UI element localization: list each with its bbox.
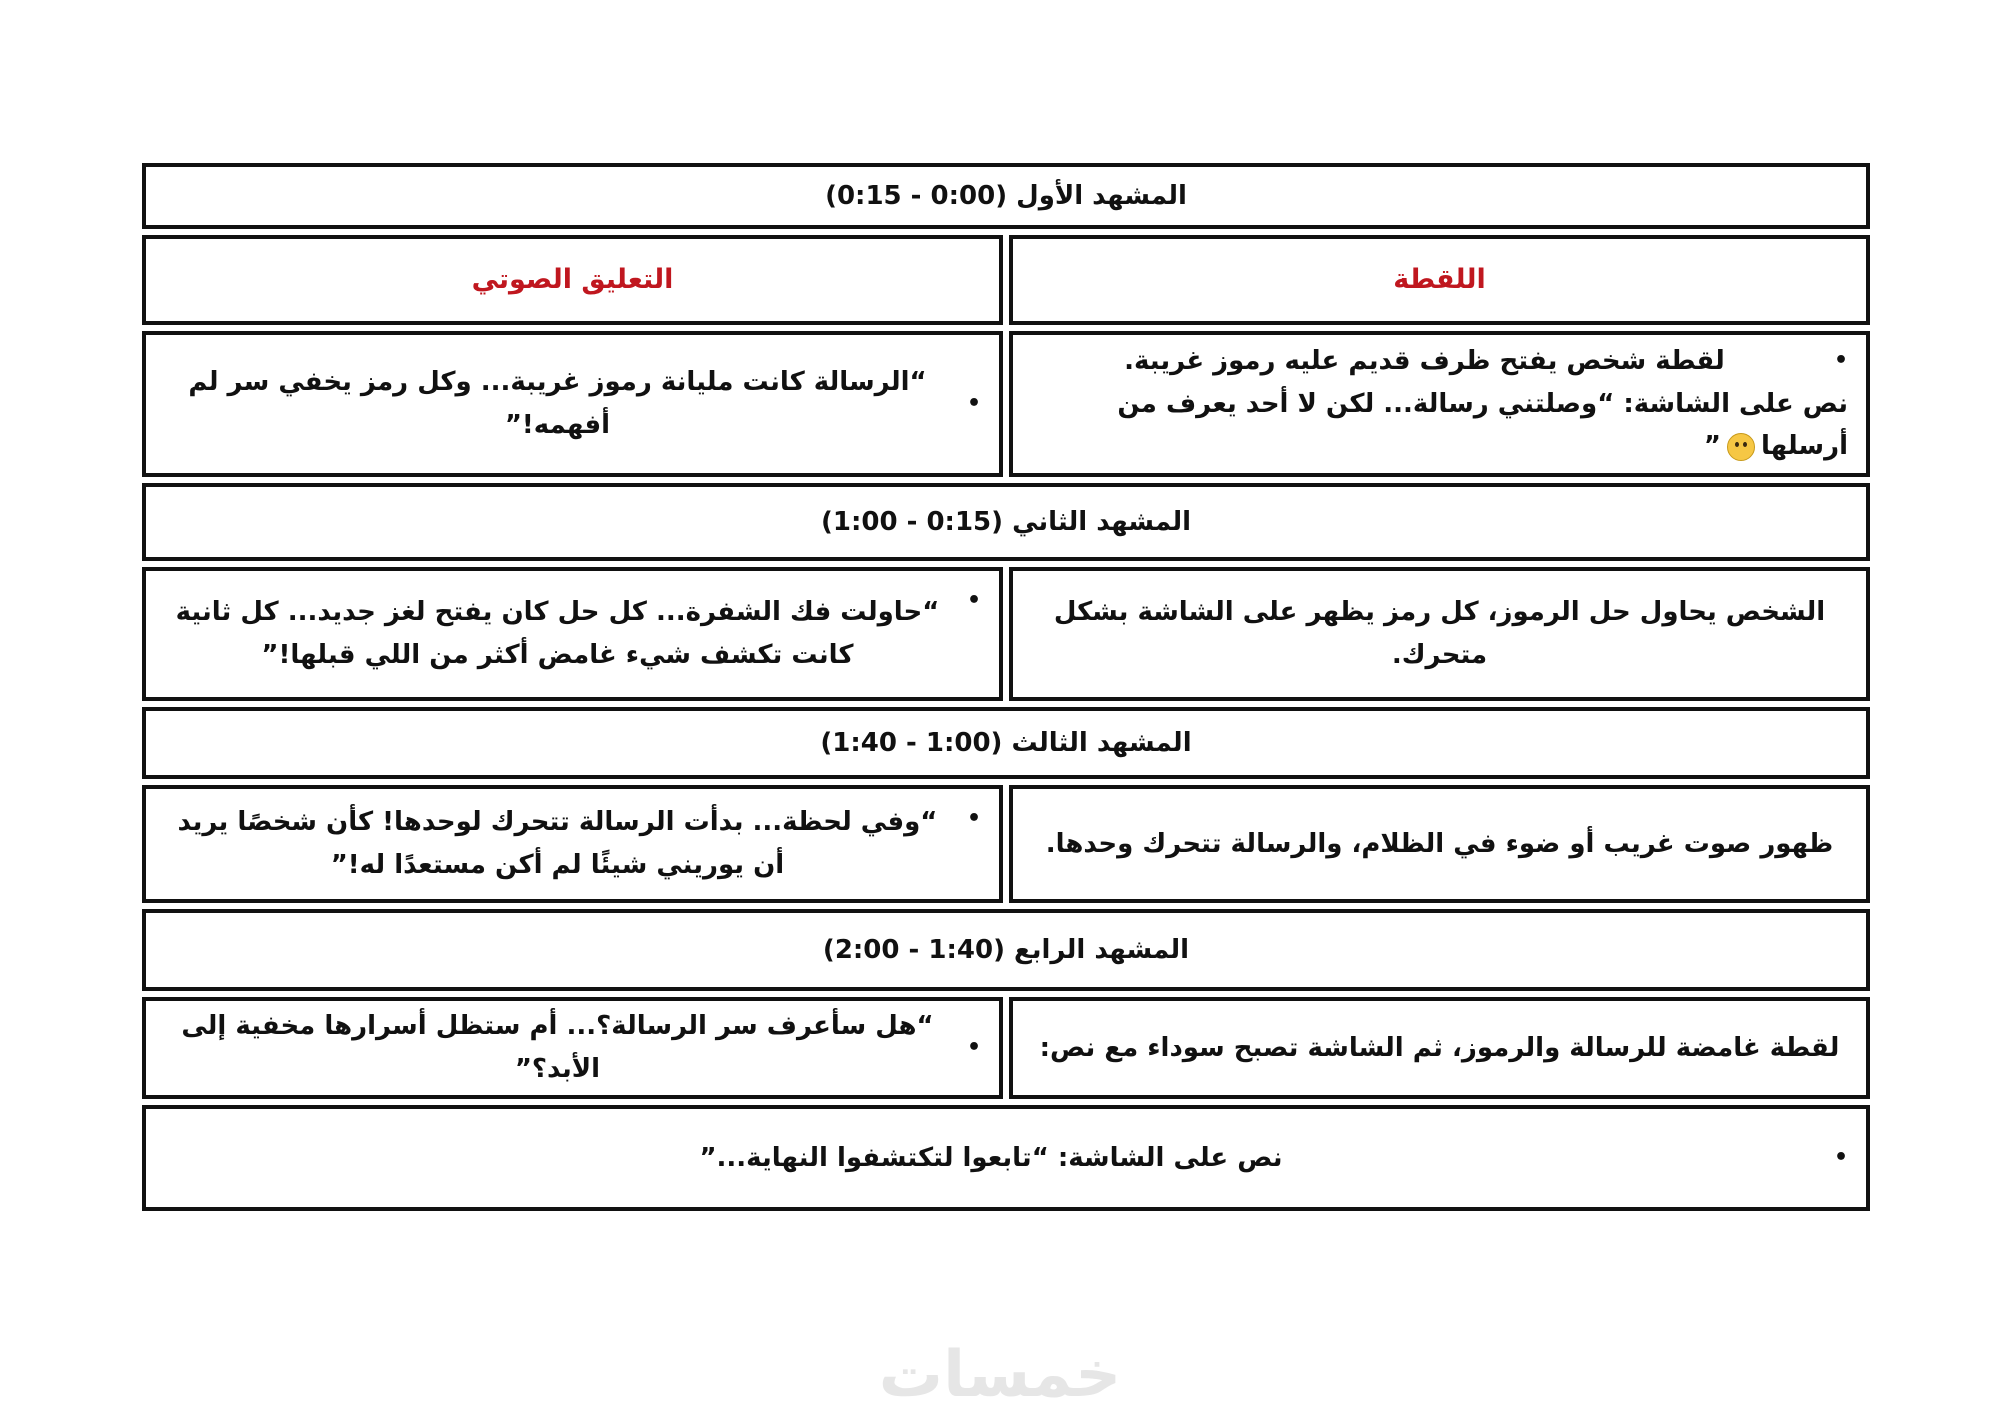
scene2-title-row [142,483,1870,561]
scene1-shot-item [1031,340,1848,383]
scene1-shot-line1: لقطة شخص يفتح ظرف قديم عليه رموز غريبة. [1124,345,1725,376]
scene2-shot: الشخص يحاول حل الرموز، كل رمز يظهر على الشاشة بشكل متحرك. [1053,597,1826,670]
scene3-title-row [142,707,1870,779]
scene4-voiceover: “هل سأعرف سر الرسالة؟... أم ستظل أسرارها مخفية إلى الأبد؟” [181,1011,934,1084]
scene1-title: المشهد الأول (0:00 - 0:15) [142,163,1870,229]
scene1-voiceover-cell [142,331,1003,477]
scene1-shot-cell [1009,331,1870,477]
header-row [142,235,1870,325]
scene4-title-row [142,909,1870,991]
bullet-icon: • [966,588,981,613]
anxious-face-icon [1727,433,1755,461]
bullet-icon: • [966,1034,981,1060]
scene1-voiceover: “الرسالة كانت مليانة رموز غريبة... وكل رمز يخفي سر لم أفهمه!” [188,367,927,440]
storyboard-table [142,163,1870,1217]
scene2-voiceover: “حاولت فك الشفرة... كل حل كان يفتح لغز جديد... كل ثانية كانت تكشف شيء غامض أكثر من اللي قبلها!” [175,597,940,670]
scene4-content-row [142,997,1870,1099]
header-shot: اللقطة [1009,235,1870,325]
scene3-voiceover-cell [142,785,1003,903]
scene3-shot: ظهور صوت غريب أو ضوء في الظلام، والرسالة تتحرك وحدها. [1045,828,1834,859]
closing-text: نص على الشاشة: “تابعوا لتكتشفوا النهاية...” [699,1142,1283,1173]
bullet-icon: • [966,390,981,416]
scene4-shot-cell [1009,997,1870,1099]
bullet-icon: • [1833,1144,1848,1170]
scene4-title: المشهد الرابع (1:40 - 2:00) [142,909,1870,991]
scene3-title: المشهد الثالث (1:00 - 1:40) [142,707,1870,779]
scene3-shot-cell [1009,785,1870,903]
bullet-icon: • [1833,347,1848,373]
bullet-icon: • [966,806,981,831]
scene1-shot-line2-wrap [1031,383,1848,469]
closing-cell [142,1105,1870,1211]
scene2-shot-cell [1009,567,1870,701]
scene2-title: المشهد الثاني (0:15 - 1:00) [142,483,1870,561]
scene4-voiceover-cell [142,997,1003,1099]
scene1-content-row [142,331,1870,477]
scene1-shot-line2-end: ” [1703,431,1721,462]
scene3-voiceover: “وفي لحظة... بدأت الرسالة تتحرك لوحدها! كأن شخصًا يريد أن يوريني شيئًا لم أكن مستعدًا له!” [177,807,938,880]
khamsat-watermark: خمسات [878,1338,1122,1412]
scene1-title-row [142,163,1870,229]
scene2-voiceover-cell [142,567,1003,701]
scene2-content-row [142,567,1870,701]
scene3-content-row [142,785,1870,903]
scene1-shot-line2: نص على الشاشة: “وصلتني رسالة... لكن لا أحد يعرف من أرسلها [1117,388,1848,462]
scene4-shot: لقطة غامضة للرسالة والرموز، ثم الشاشة تصبح سوداء مع نص: [1039,1032,1840,1063]
closing-row [142,1105,1870,1211]
header-voiceover: التعليق الصوتي [142,235,1003,325]
